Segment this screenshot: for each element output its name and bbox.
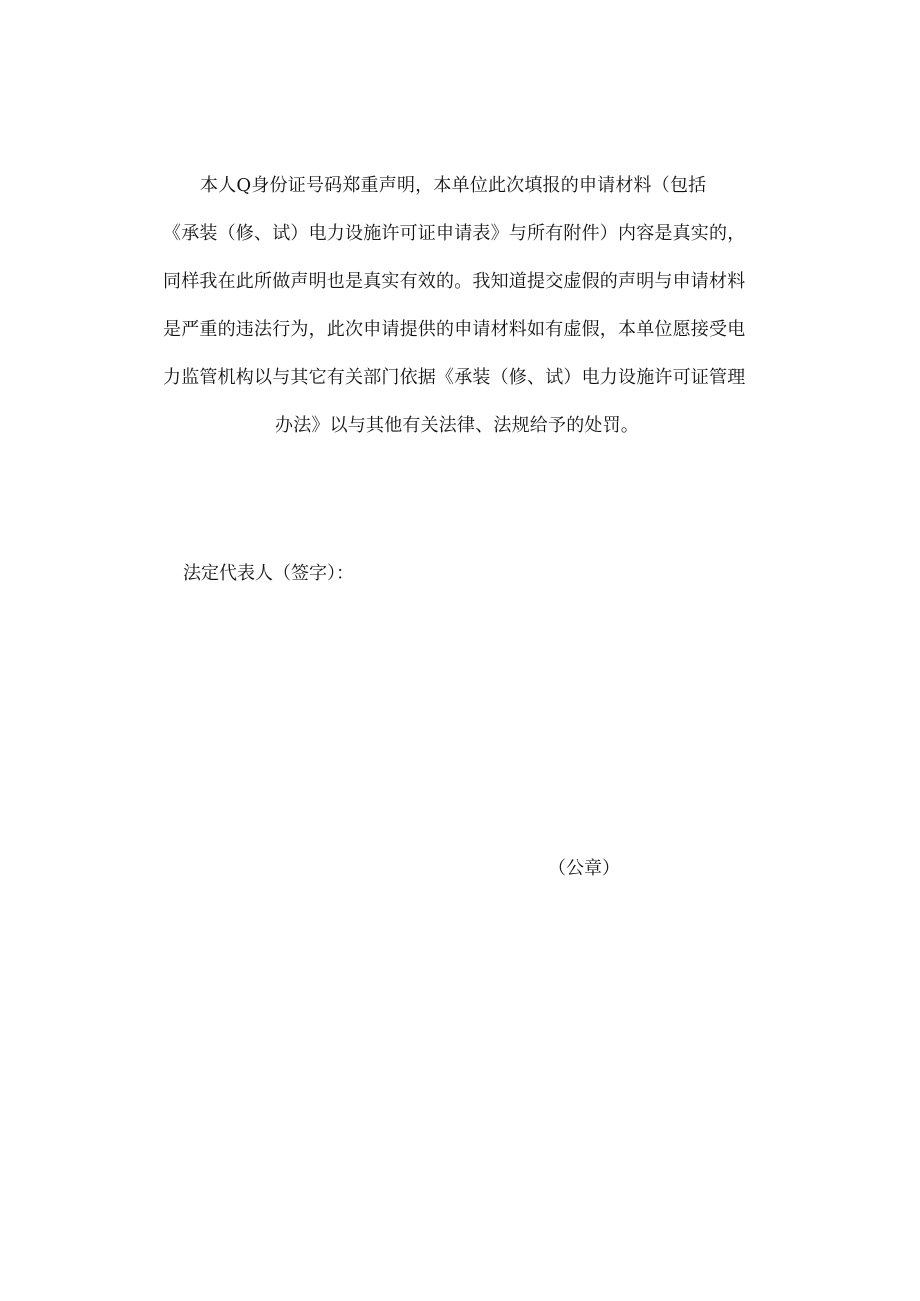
- declaration-line: 本人Q身份证号码郑重声明，本单位此次填报的申请材料（包括: [200, 175, 707, 196]
- legal-representative-signature-label: 法定代表人（签字）：: [183, 563, 354, 584]
- declaration-line: 《承装（修、试）电力设施许可证申请表》与所有附件）内容是真实的，: [163, 223, 746, 244]
- declaration-line: 是严重的违法行为，此次申请提供的申请材料如有虚假，本单位愿接受电: [163, 319, 746, 340]
- declaration-line: 办法》以与其他有关法律、法规给予的处罚。: [275, 415, 639, 436]
- declaration-line: 力监管机构以与其它有关部门依据《承装（修、试）电力设施许可证管理: [163, 367, 746, 388]
- declaration-line: 同样我在此所做声明也是真实有效的。我知道提交虚假的声明与申请材料: [163, 271, 746, 292]
- official-seal-label: （公章）: [548, 858, 620, 879]
- declaration-paragraph: [163, 168, 763, 456]
